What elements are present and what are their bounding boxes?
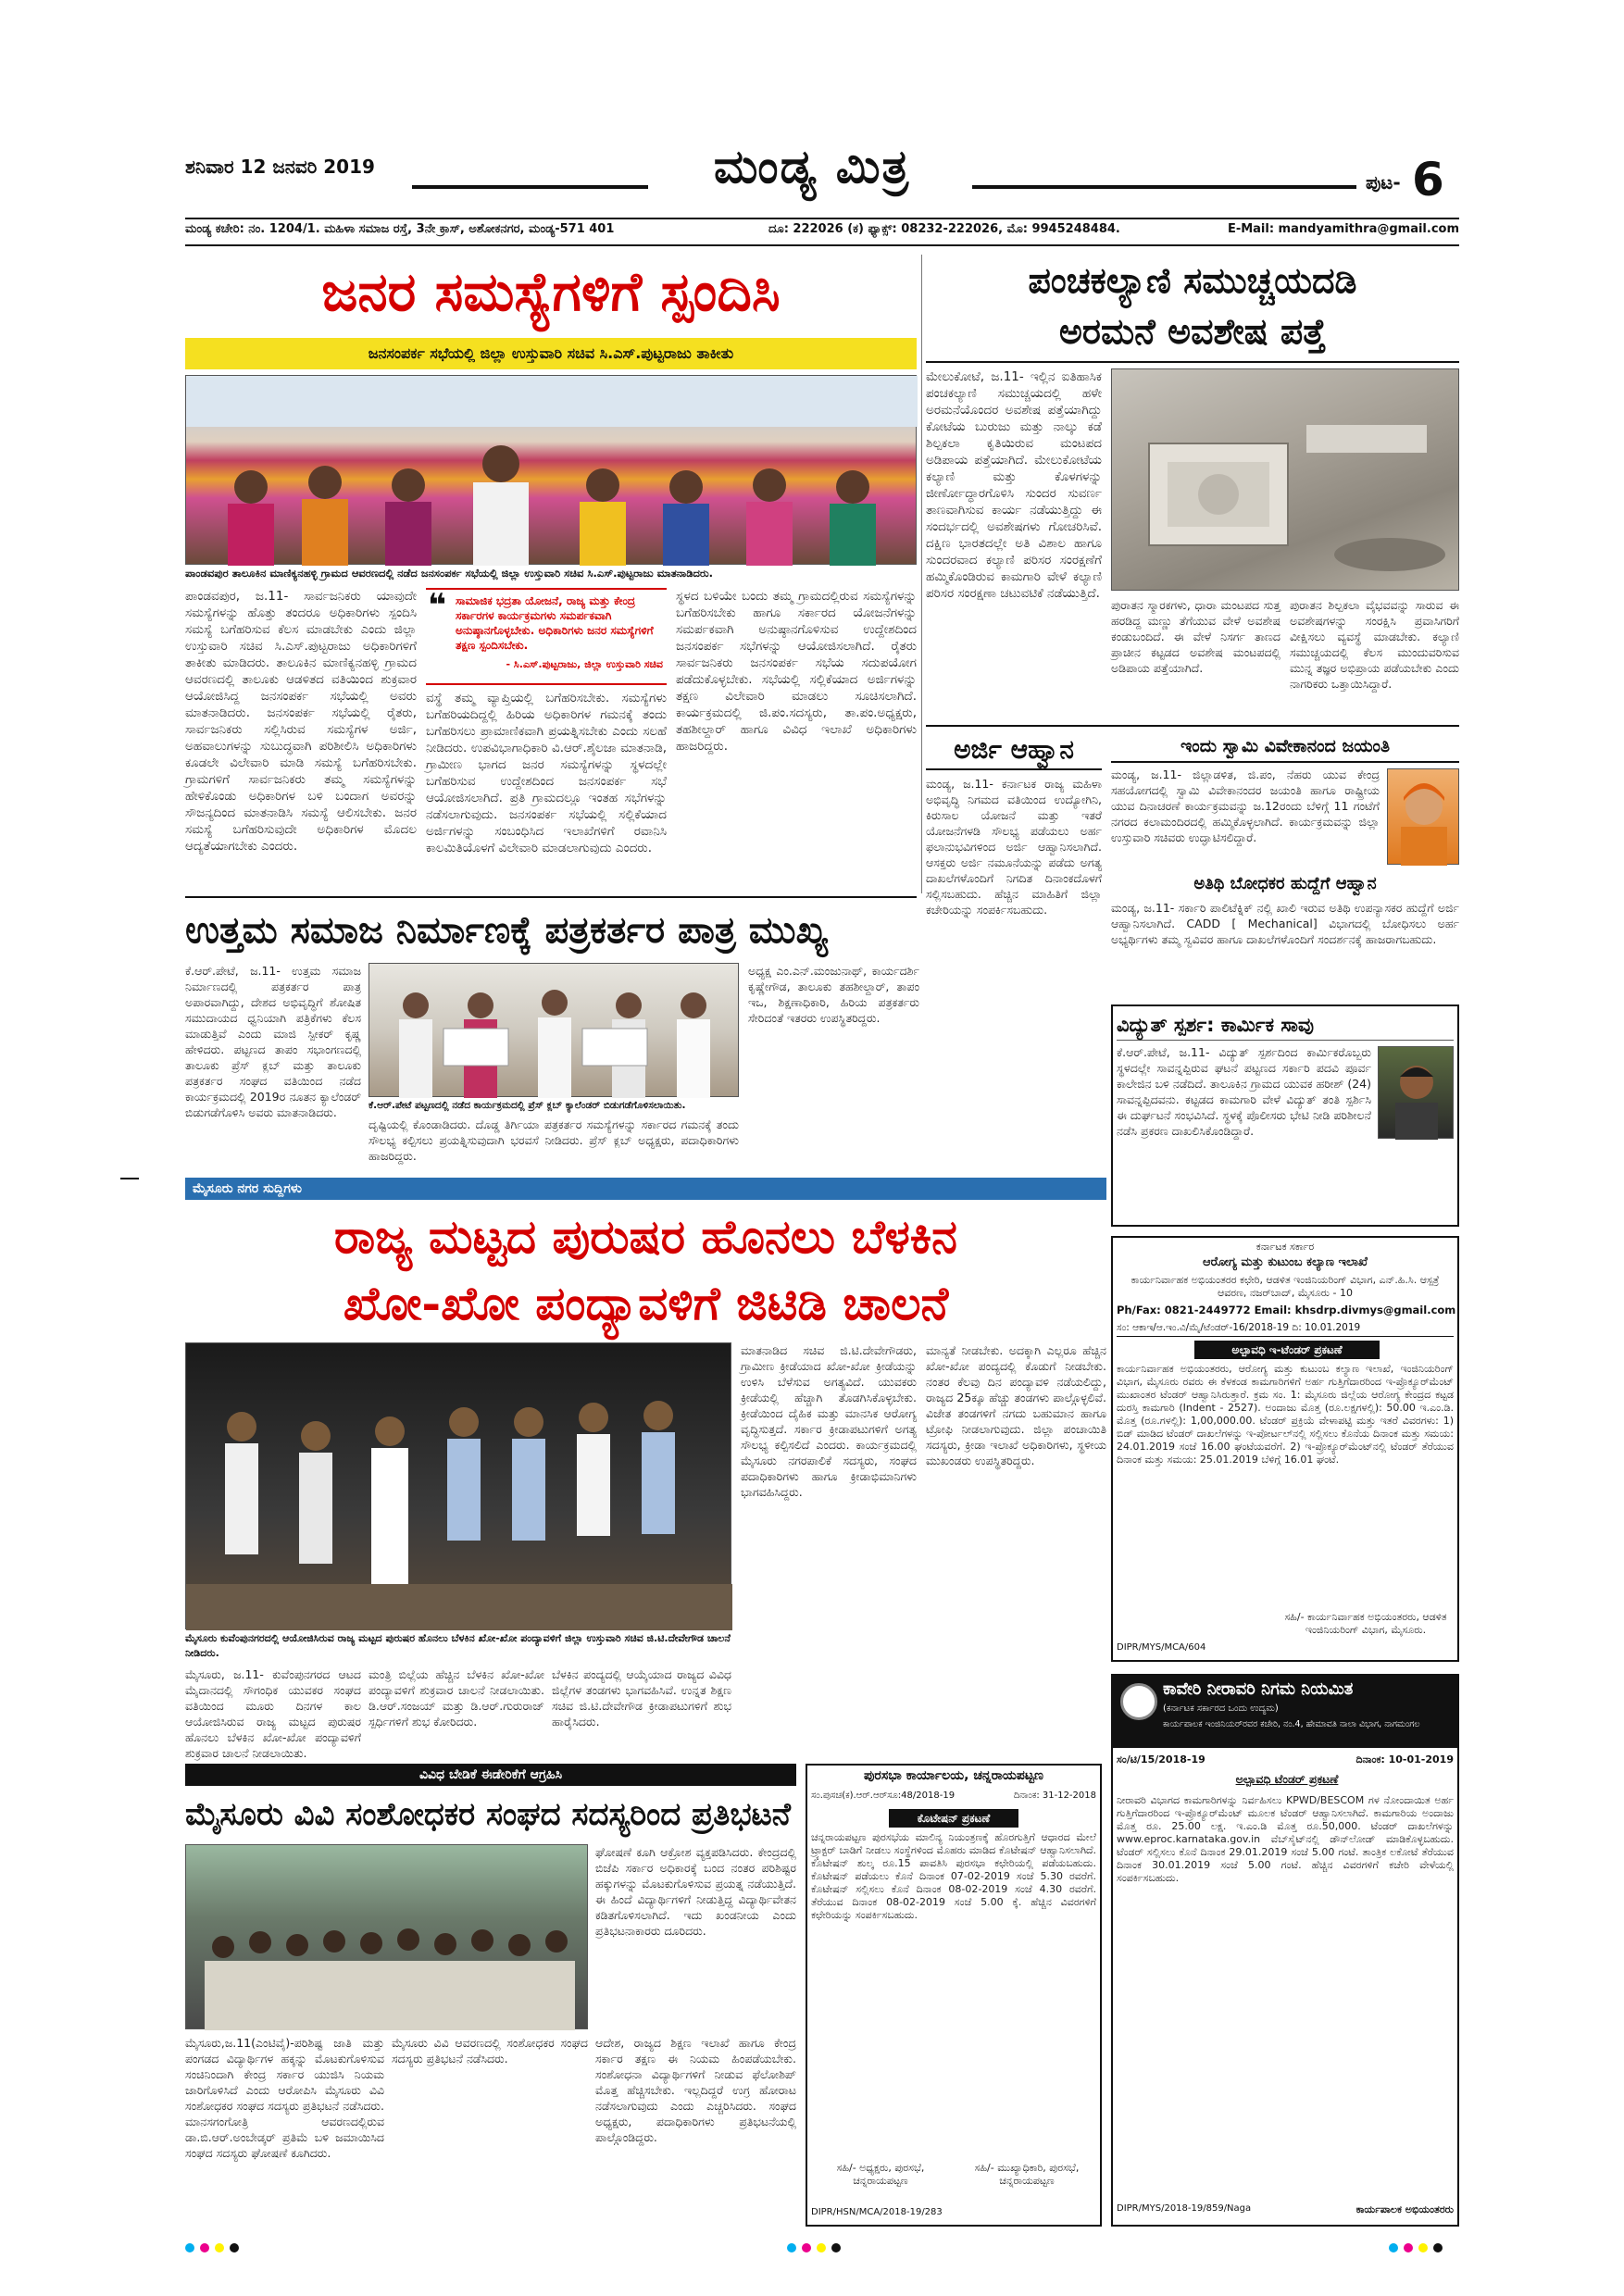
story1-col2: ವಸ್ಥೆ ತಮ್ಮ ವ್ಯಾಪ್ತಿಯಲ್ಲಿ ಬಗೆಹರಿಸಬೇಕು. ಸಮಸ್ಯೆಗಳು ಬಗೆಹರಿಯದಿದ್ದಲ್ಲಿ ಹಿರಿಯ ಅಧಿಕಾರಿಗಳ ಗಮನಕ್ಕೆ ತಂದು ಬಗೆಹರಿಸಲು ಪ್ರಾಮಾಣಿಕವಾಗಿ ಪ್ರಯತ್ನಿಸಬೇಕು ಎಂದು ಸಲಹೆ ನೀಡಿದರು. ಉಪವಿಭಾಗಾಧಿಕಾರಿ ವಿ.ಆರ್.ಶೈಲಜಾ ಮಾತನಾಡಿ, ಗ್ರಾಮೀಣ ಭಾಗದ ಜನರ ಸಮಸ್ಯೆಗಳನ್ನು ಸ್ಥಳದಲ್ಲೇ ಬಗೆಹರಿಸುವ ಉದ್ದೇಶದಿಂದ ಜನಸಂಪರ್ಕ ಸಭೆ ಆಯೋಜಿಸಲಾಗಿದೆ. ಪ್ರತಿ ಗ್ರಾಮದಲ್ಲೂ ಇಂತಹ ಸಭೆಗಳನ್ನು ನಡೆಸಲಾಗುವುದು. ಜನಸಂಪರ್ಕ ಸಭೆಯಲ್ಲಿ ಸಲ್ಲಿಕೆಯಾದ ಅರ್ಜಿಗಳನ್ನು ಸಂಬಂಧಿಸಿದ ಇಲಾಖೆಗಳಿಗೆ ರವಾನಿಸಿ ಕಾಲಮಿತಿಯೊಳಗೆ ವಿಲೇವಾರಿ ಮಾಡಲಾಗುವುದು ಎಂದರು. — [426, 691, 667, 855]
registration-marks-right — [1389, 2239, 1500, 2252]
story2-photo — [1111, 368, 1459, 591]
story1-headline: ಜನರ ಸಮಸ್ಯೆಗಳಿಗೆ ಸ್ಪಂದಿಸಿ — [321, 260, 781, 323]
ad-arogya-dipr: DIPR/MYS/MCA/604 — [1117, 1642, 1206, 1653]
guest-headline: ಅತಿಥಿ ಬೋಧಕರ ಹುದ್ದೆಗೆ ಆಹ್ವಾನ — [1193, 874, 1377, 893]
story3-headline: ಉತ್ತಮ ಸಮಾಜ ನಿರ್ಮಾಣಕ್ಕೆ ಪತ್ರಕರ್ತರ ಪಾತ್ರ ಮುಖ್ಯ — [185, 908, 829, 952]
story5-headline: ಮೈಸೂರು ವಿವಿ ಸಂಶೋಧಕರ ಸಂಘದ ಸದಸ್ಯರಿಂದ ಪ್ರತಿಭಟನೆ — [185, 1796, 792, 1833]
ad-purasabha-date: ದಿನಾಂಕ: 31-12-2018 — [1013, 1791, 1096, 1801]
story1-photo — [185, 375, 917, 565]
ad-purasabha-sign-right: ಸಹಿ/- ಮುಖ್ಯಾಧಿಕಾರಿ, ಪುರಸಭೆ, ಚನ್ನರಾಯಪಟ್ಟಣ — [974, 2162, 1080, 2187]
vidyut-body: ಕೆ.ಆರ್.ಪೇಟೆ, ಜ.11- ವಿದ್ಯುತ್ ಸ್ಪರ್ಶದಿಂದ ಕಾರ್ಮಿಕರೊಬ್ಬರು ಸ್ಥಳದಲ್ಲೇ ಸಾವನ್ನಪ್ಪಿರುವ ಘಟನೆ ಪಟ್ಟಣದ ಸರ್ಕಾರಿ ಪದವಿ ಪೂರ್ವ ಕಾಲೇಜಿನ ಬಳಿ ನಡೆದಿದೆ. ತಾಲೂಕಿನ ಗ್ರಾಮದ ಯುವಕ ಹರೀಶ್ (24) ಸಾವನ್ನಪ್ಪಿದವನು. ಕಟ್ಟಡದ ಕಾಮಗಾರಿ ವೇಳೆ ವಿದ್ಯುತ್ ತಂತಿ ಸ್ಪರ್ಶಿಸಿ ಈ ದುರ್ಘಟನೆ ಸಂಭವಿಸಿದೆ. ಸ್ಥಳಕ್ಕೆ ಪೊಲೀಸರು ಭೇಟಿ ನೀಡಿ ಪರಿಶೀಲನೆ ನಡೆಸಿ ಪ್ರಕರಣ ದಾಖಲಿಸಿಕೊಂಡಿದ್ದಾರೆ. — [1117, 1045, 1371, 1138]
ad-arogya-sign: ಸಹಿ/- ಕಾರ್ಯನಿರ್ವಾಹಕ ಅಭಿಯಂತರರು, ಆಡಳಿತ ಇಂಜಿನಿಯರಿಂಗ್ ವಿಭಾಗ, ಮೈಸೂರು. — [1284, 1611, 1447, 1636]
office-rule-top — [185, 218, 1459, 219]
story4-col2: ಮಂತ್ರಿ ಬಿಲ್ಲೆಯ ಹೆಚ್ಚಿನ ಬೆಳಕಿನ ಖೋ-ಖೋ ಪಂದ್ಯಾವಳಿಗೆ ಶುಕ್ರವಾರ ಚಾಲನೆ ನೀಡಲಾಯಿತು. ಡಿ.ಆರ್.ಸಂಜಯ್ ಮತ್ತು ಡಿ.ಆರ್.ಗುರುರಾಜ್ ಸ್ಪರ್ಧಿಗಳಿಗೆ ಶುಭ ಕೋರಿದರು. — [369, 1667, 544, 1728]
arji-headline: ಅರ್ಜಿ ಆಹ್ವಾನ — [926, 730, 1102, 770]
story4-headline-line2: ಖೋ-ಖೋ ಪಂದ್ಯಾವಳಿಗೆ ಜಿಟಿಡಿ ಚಾಲನೆ — [343, 1276, 949, 1330]
story4-col3: ಬೆಳಕಿನ ಪಂದ್ಯದಲ್ಲಿ ಆಯ್ಕೆಯಾದ ರಾಜ್ಯದ ವಿವಿಧ ಜಿಲ್ಲೆಗಳ ತಂಡಗಳು ಭಾಗವಹಿಸಿವೆ. ಉನ್ನತ ಶಿಕ್ಷಣ ಸಚಿವ ಜಿ.ಟಿ.ದೇವೇಗೌಡ ಕ್ರೀಡಾಪಟುಗಳಿಗೆ ಶುಭ ಹಾರೈಸಿದರು. — [552, 1667, 731, 1728]
registration-marks-left — [185, 2239, 296, 2252]
masthead: ಮಂಡ್ಯ ಮಿತ್ರ — [713, 139, 911, 193]
ad-kaveri-title: ಕಾವೇರಿ ನೀರಾವರಿ ನಿಗಮ ನಿಯಮಿತ — [1163, 1679, 1354, 1699]
ad-arogya-ref: ಸಂ: ಆಕಾಇ/ಆ.ಇಂ.ವಿ/ಮೈ/ಟೆಂಡರ್-16/2018-19 ದಿ: 10.01.2019 — [1117, 1322, 1454, 1337]
ad-arogya-contact: Ph/Fax: 0821-2449772 Email: khsdrp.divmys@gmail.com — [1117, 1304, 1456, 1316]
ad-purasabha-body: ಚನ್ನರಾಯಪಟ್ಟಣ ಪುರಸಭೆಯ ಮಾಲಿನ್ಯ ನಿಯಂತ್ರಣಕ್ಕೆ ಹೊರಗುತ್ತಿಗೆ ಆಧಾರದ ಮೇಲೆ ಟ್ರ್ಯಾಕ್ಟರ್ ಬಾಡಿಗೆ ನೀಡಲು ಸಂಸ್ಥೆಗಳಿಂದ ಮೊಹರು ಮಾಡಿದ ಕೊಟೇಷನ್ ಆಹ್ವಾನಿಸಲಾಗಿದೆ. ಕೊಟೇಷನ್ ಶುಲ್ಕ ರೂ.15 ಪಾವತಿಸಿ ಪುರಸಭಾ ಕಛೇರಿಯಲ್ಲಿ ಪಡೆಯಬಹುದು. ಕೊಟೇಷನ್ ಪಡೆಯಲು ಕೊನೆ ದಿನಾಂಕ 07-02-2019 ಸಂಜೆ 5.30 ರವರೆಗೆ. ಕೊಟೇಷನ್ ಸಲ್ಲಿಸಲು ಕೊನೆ ದಿನಾಂಕ 08-02-2019 ಸಂಜೆ 4.30 ರವರೆಗೆ. ತೆರೆಯುವ ದಿನಾಂಕ 08-02-2019 ಸಂಜೆ 5.00 ಕ್ಕೆ. ಹೆಚ್ಚಿನ ವಿವರಗಳಿಗೆ ಕಛೇರಿಯನ್ನು ಸಂಪರ್ಕಿಸಬಹುದು. — [811, 1831, 1096, 1921]
registration-marks-center — [787, 2239, 898, 2252]
protest-illustration — [186, 1845, 589, 2030]
story5-photo — [185, 1844, 588, 2029]
ad-kaveri-body: ನೀರಾವರಿ ವಿಭಾಗದ ಕಾಮಗಾರಿಗಳನ್ನು ನಿರ್ವಹಿಸಲು KPWD/BESCOM ಗಳ ನೋಂದಾಯಿತ ಅರ್ಹ ಗುತ್ತಿಗೆದಾರರಿಂದ ಇ-ಪ್ರೊಕ್ಯೂರ್‌ಮೆಂಟ್ ಮೂಲಕ ಟೆಂಡರ್ ಆಹ್ವಾನಿಸಲಾಗಿದೆ. ಕಾಮಗಾರಿಯ ಅಂದಾಜು ಮೊತ್ತ ರೂ. 25.00 ಲಕ್ಷ. ಇ.ಎಂ.ಡಿ ಮೊತ್ತ ರೂ.50,000. ಟೆಂಡರ್ ದಾಖಲೆಗಳನ್ನು www.eproc.karnataka.gov.in ವೆಬ್‌ಸೈಟ್‌ನಲ್ಲಿ ಡೌನ್‌ಲೋಡ್ ಮಾಡಿಕೊಳ್ಳಬಹುದು. ಟೆಂಡರ್ ಸಲ್ಲಿಸಲು ಕೊನೆ ದಿನಾಂಕ 29.01.2019 ಸಂಜೆ 5.00 ಗಂಟೆ. ತಾಂತ್ರಿಕ ಲಕೋಟೆ ತೆರೆಯುವ ದಿನಾಂಕ 30.01.2019 ಸಂಜೆ 5.00 ಗಂಟೆ. ಹೆಚ್ಚಿನ ವಿವರಗಳಿಗೆ ಕಚೇರಿ ವೇಳೆಯಲ್ಲಿ ಸಂಪರ್ಕಿಸಬಹುದು. — [1117, 1794, 1454, 1884]
story1-subhead: ಜನಸಂಪರ್ಕ ಸಭೆಯಲ್ಲಿ ಜಿಲ್ಲಾ ಉಸ್ತುವಾರಿ ಸಚಿವ ಸಿ.ಎಸ್.ಪುಟ್ಟರಾಜು ತಾಕೀತು — [185, 338, 917, 369]
story3-caption: ಕೆ.ಆರ್.ಪೇಟೆ ಪಟ್ಟಣದಲ್ಲಿ ನಡೆದ ಕಾರ್ಯಕ್ರಮದಲ್ಲಿ ಪ್ರೆಸ್ ಕ್ಲಬ್ ಕ್ಯಾಲೆಂಡರ್ ಬಿಡುಗಡೆಗೊಳಿಸಲಾಯಿತು. — [369, 1100, 686, 1111]
ad-kaveri-office: ಕಾರ್ಯಪಾಲಕ ಇಂಜಿನಿಯರ್‌ರವರ ಕಚೇರಿ, ನಂ.4, ಹೇಮಾವತಿ ನಾಲಾ ವಿಭಾಗ, ನಾಗಮಂಗಲ — [1163, 1719, 1420, 1729]
story2-headline-line1: ಪಂಚಕಲ್ಯಾಣಿ ಸಮುಚ್ಚಯದಡಿ — [1028, 259, 1357, 301]
ad-arogya-notice-title: ಅಲ್ಪಾವಧಿ ಇ-ಟೆಂಡರ್ ಪ್ರಕಟಣೆ — [1194, 1341, 1380, 1359]
story3-photo — [369, 963, 739, 1097]
ad-purasabha-dipr: DIPR/HSN/MCA/2018-19/283 — [811, 2207, 943, 2217]
guest-body: ಮಂಡ್ಯ, ಜ.11- ಸರ್ಕಾರಿ ಪಾಲಿಟೆಕ್ನಿಕ್ ನಲ್ಲಿ ಖಾಲಿ ಇರುವ ಅತಿಥಿ ಉಪನ್ಯಾಸಕರ ಹುದ್ದೆಗೆ ಅರ್ಜಿ ಆಹ್ವಾನಿಸಲಾಗಿದೆ. CADD [ Mechanical] ವಿಭಾಗದಲ್ಲಿ ಬೋಧಿಸಲು ಅರ್ಹ ಅಭ್ಯರ್ಥಿಗಳು ತಮ್ಮ ಸ್ವವಿವರ ಹಾಗೂ ದಾಖಲೆಗಳೊಂದಿಗೆ ಸಂದರ್ಶನಕ್ಕೆ ಹಾಜರಾಗಬಹುದು. — [1111, 901, 1459, 946]
office-email[interactable]: E-Mail: mandyamithra@gmail.com — [1227, 222, 1459, 236]
arji-body: ಮಂಡ್ಯ, ಜ.11- ಕರ್ನಾಟಕ ರಾಜ್ಯ ಮಹಿಳಾ ಅಭಿವೃದ್ಧಿ ನಿಗಮದ ವತಿಯಿಂದ ಉದ್ಯೋಗಿನಿ, ಕಿರುಸಾಲ ಯೋಜನೆ ಮತ್ತು ಇತರೆ ಯೋಜನೆಗಳಡಿ ಸೌಲಭ್ಯ ಪಡೆಯಲು ಅರ್ಹ ಫಲಾನುಭವಿಗಳಿಂದ ಅರ್ಜಿ ಆಹ್ವಾನಿಸಲಾಗಿದೆ. ಆಸಕ್ತರು ಅರ್ಜಿ ನಮೂನೆಯನ್ನು ಪಡೆದು ಅಗತ್ಯ ದಾಖಲೆಗಳೊಂದಿಗೆ ನಿಗದಿತ ದಿನಾಂಕದೊಳಗೆ ಸಲ್ಲಿಸಬಹುದು. ಹೆಚ್ಚಿನ ಮಾಹಿತಿಗೆ ಜಿಲ್ಲಾ ಕಚೇರಿಯನ್ನು ಸಂಪರ್ಕಿಸಬಹುದು. — [926, 777, 1102, 917]
portrait-icon — [1388, 769, 1460, 866]
ad-arogya-office: ಕಾರ್ಯನಿರ್ವಾಹಕ ಅಭಿಯಂತರರ ಕಛೇರಿ, ಆಡಳಿತ ಇಂಜಿನಿಯರಿಂಗ್ ವಿಭಾಗ, ಎನ್.ಹಿ.ಸಿ. ಆಸ್ಪತ್ರೆ ಆವರಣ, ನಜರ್‌ಬಾದ್, ಮೈಸೂರು - 10 — [1131, 1274, 1440, 1299]
story2-col3: ಪುರಾತನ ಸ್ಮಾರಕಗಳು, ಧಾರಾ ಮಂಟಪದ ಸುತ್ತ ಹರಡಿದ್ದ ಮಣ್ಣು ತೆಗೆಯುವ ವೇಳೆ ಅವಶೇಷ ಕಂಡುಬಂದಿದೆ. ಈ ವೇಳೆ ನಿಸರ್ಗ ತಾಣದ ಪ್ರಾಚೀನ ಕಟ್ಟಡದ ಅವಶೇಷ ಮಂಟಪದಲ್ಲಿ ಅಡಿಪಾಯ ಪತ್ತೆಯಾಗಿದೆ. — [1111, 598, 1280, 675]
ad-kaveri-sign: ಕಾರ್ಯಪಾಲಕ ಅಭಿಯಂತರರು — [1355, 2203, 1454, 2215]
story1-quote-box — [426, 588, 667, 685]
ad-arogya-body: ಕಾರ್ಯನಿರ್ವಾಹಕ ಅಭಿಯಂತರರು, ಆರೋಗ್ಯ ಮತ್ತು ಕುಟುಂಬ ಕಲ್ಯಾಣ ಇಲಾಖೆ, ಇಂಜಿನಿಯರಿಂಗ್ ವಿಭಾಗ, ಮೈಸೂರು ರವರು ಈ ಕೆಳಕಂಡ ಕಾಮಗಾರಿಗಳಿಗೆ ಅರ್ಹ ಗುತ್ತಿಗೆದಾರರಿಂದ ಇ-ಪ್ರೊಕ್ಯೂರ್‌ಮೆಂಟ್ ಮುಖಾಂತರ ಟೆಂಡರ್ ಆಹ್ವಾನಿಸಿರುತ್ತಾರೆ. ಕ್ರಮ ಸಂ. 1: ಮೈಸೂರು ಜಿಲ್ಲೆಯ ಆರೋಗ್ಯ ಕೇಂದ್ರದ ಕಟ್ಟಡ ದುರಸ್ತಿ ಕಾಮಗಾರಿ (Indent - 2527). ಅಂದಾಜು ಮೊತ್ತ (ರೂ.ಲಕ್ಷಗಳಲ್ಲಿ): 50.00 ಇ.ಎಂ.ಡಿ. ಮೊತ್ತ (ರೂ.ಗಳಲ್ಲಿ): 1,00,000.00. ಟೆಂಡರ್ ಪ್ರಕ್ರಿಯೆ ವೇಳಾಪಟ್ಟಿ ಮತ್ತು ಇತರೆ ವಿವರಗಳು: 1) ಬಿಡ್ ಮಾಡಿದ ಟೆಂಡರ್ ದಾಖಲೆಗಳನ್ನು ಇ-ಪೋರ್ಟಲ್‌ನಲ್ಲಿ ಸಲ್ಲಿಸಲು ಕೊನೆಯ ದಿನಾಂಕ ಮತ್ತು ಸಮಯ: 24.01.2019 ಸಂಜೆ 16.00 ಘಂಟೆಯವರೆಗೆ. 2) ಇ-ಪ್ರೊಕ್ಯೂರ್‌ಮೆಂಟ್‌ನಲ್ಲಿ ಟೆಂಡರ್ ತೆರೆಯುವ ದಿನಾಂಕ ಮತ್ತು ಸಮಯ: 25.01.2019 ಬೆಳಿಗ್ಗೆ 16.01 ಘಂಟೆ. — [1117, 1363, 1454, 1466]
story3-col1: ಕೆ.ಆರ್.ಪೇಟೆ, ಜ.11- ಉತ್ತಮ ಸಮಾಜ ನಿರ್ಮಾಣದಲ್ಲಿ ಪತ್ರಕರ್ತರ ಪಾತ್ರ ಅಪಾರವಾಗಿದ್ದು, ದೇಶದ ಅಭಿವೃದ್ಧಿಗೆ ಶೋಷಿತ ಸಮುದಾಯದ ಧ್ವನಿಯಾಗಿ ಪತ್ರಿಕೆಗಳು ಕೆಲಸ ಮಾಡುತ್ತಿವೆ ಎಂದು ಮಾಜಿ ಸ್ಪೀಕರ್ ಕೃಷ್ಣ ಹೇಳಿದರು. ಪಟ್ಟಣದ ತಾಪಂ ಸಭಾಂಗಣದಲ್ಲಿ ತಾಲೂಕು ಪ್ರೆಸ್ ಕ್ಲಬ್ ಮತ್ತು ತಾಲೂಕು ಪತ್ರಕರ್ತರ ಸಂಘದ ವತಿಯಿಂದ ನಡೆದ ಕಾರ್ಯಕ್ರಮದಲ್ಲಿ 2019ರ ನೂತನ ಕ್ಯಾಲೆಂಡರ್ ಬಿಡುಗಡೆಗೊಳಿಸಿ ಅವರು ಮಾತನಾಡಿದರು. — [185, 964, 361, 1119]
person-icon — [1379, 1047, 1455, 1140]
story1-quote-by: - ಸಿ.ಎಸ್.ಪುಟ್ಟರಾಜು, ಜಿಲ್ಲಾ ಉಸ್ತುವಾರಿ ಸಚಿವ — [506, 658, 663, 670]
vidyut-headline: ವಿದ್ಯುತ್ ಸ್ಪರ್ಶ: ಕಾರ್ಮಿಕ ಸಾವು — [1117, 1009, 1454, 1041]
header-rule-left — [412, 185, 648, 189]
ad-arogya-title: ಆರೋಗ್ಯ ಮತ್ತು ಕುಟುಂಬ ಕಲ್ಯಾಣ ಇಲಾಖೆ — [1203, 1255, 1368, 1269]
ad-kaveri-date: ದಿನಾಂಕ: 10-01-2019 — [1355, 1753, 1454, 1766]
story2-col1: ಮೇಲುಕೋಟೆ, ಜ.11- ಇಲ್ಲಿನ ಐತಿಹಾಸಿಕ ಪಂಚಕಲ್ಯಾಣಿ ಸಮುಚ್ಚಯದಲ್ಲಿ ಹಳೇ ಅರಮನೆಯೊಂದರ ಅವಶೇಷ ಪತ್ತೆಯಾಗಿದ್ದು ಕೋಟೆಯ ಬುರುಜು ಮತ್ತು ನಾಲ್ಕು ಕಡೆ ಶಿಲ್ಪಕಲಾ ಕೃತಿಯಿರುವ ಮಂಟಪದ ಅಡಿಪಾಯ ಪತ್ತೆಯಾಗಿದೆ. ಮೇಲುಕೋಟೆಯ ಕಲ್ಯಾಣಿ ಮತ್ತು ಕೊಳಗಳನ್ನು ಜೀರ್ಣೋದ್ಧಾರಗೊಳಿಸಿ ಸುಂದರ ಸುವರ್ಣ ತಾಣವಾಗಿಸುವ ಕಾರ್ಯ ನಡೆಯುತ್ತಿದ್ದು ಈ ಸಂದರ್ಭದಲ್ಲಿ ಅವಶೇಷಗಳು ಗೋಚರಿಸಿವೆ. ದಕ್ಷಿಣ ಭಾರತದಲ್ಲೇ ಅತಿ ವಿಶಾಲ ಹಾಗೂ ಸುಂದರವಾದ ಕಲ್ಯಾಣಿ ಪರಿಸರ ಸಂರಕ್ಷಣೆಗೆ ಹಮ್ಮಿಕೊಂಡಿರುವ ಕಾಮಗಾರಿ ವೇಳೆ ಕಲ್ಯಾಣಿ ಪರಿಸರ ಸಂರಕ್ಷಣಾ ಚಟುವಟಿಕೆ ನಡೆಯುತ್ತಿದೆ. — [926, 369, 1102, 601]
ad-purasabha-notice-title: ಕೊಟೇಷನ್ ಪ್ರಕಟಣೆ — [889, 1809, 1018, 1828]
ad-kaveri-notice-title: ಅಲ್ಪಾವಧಿ ಟೆಂಡರ್ ಪ್ರಕಟಣೆ — [1235, 1772, 1339, 1786]
story4-col5: ಮಾನ್ಯತೆ ನೀಡಬೇಕು. ಅದಕ್ಕಾಗಿ ಎಲ್ಲರೂ ಹೆಚ್ಚಿನ ಖೋ-ಖೋ ಪಂದ್ಯದಲ್ಲಿ ಕೊಡುಗೆ ನೀಡಬೇಕು. ನಂತರ ಕೆಲವು ದಿನ ಪಂದ್ಯಾವಳಿ ನಡೆಯಲಿದ್ದು, ರಾಜ್ಯದ 25ಕ್ಕೂ ಹೆಚ್ಚು ತಂಡಗಳು ಪಾಲ್ಗೊಳ್ಳಲಿವೆ. ವಿಜೇತ ತಂಡಗಳಿಗೆ ನಗದು ಬಹುಮಾನ ಹಾಗೂ ಟ್ರೋಫಿ ನೀಡಲಾಗುವುದು. ಜಿಲ್ಲಾ ಪಂಚಾಯಿತಿ ಸದಸ್ಯರು, ಕ್ರೀಡಾ ಇಲಾಖೆ ಅಧಿಕಾರಿಗಳು, ಸ್ಥಳೀಯ ಮುಖಂಡರು ಉಪಸ್ಥಿತರಿದ್ದರು. — [926, 1343, 1106, 1467]
ad-kaveri-subtitle: (ಕರ್ನಾಟಕ ಸರ್ಕಾರದ ಒಂದು ಉದ್ಯಮ) — [1163, 1703, 1279, 1714]
ad-kaveri-dipr: DIPR/MYS/2018-19/859/Naga — [1117, 2203, 1252, 2214]
story4-headline-line1: ರಾಜ್ಯ ಮಟ್ಟದ ಪುರುಷರ ಹೊನಲು ಬೆಳಕಿನ — [334, 1209, 957, 1264]
story1-col3: ಸ್ಥಳದ ಬಳಿಯೇ ಬಂದು ತಮ್ಮ ಗ್ರಾಮದಲ್ಲಿರುವ ಸಮಸ್ಯೆಗಳನ್ನು ಬಗೆಹರಿಸಬೇಕು ಹಾಗೂ ಸರ್ಕಾರದ ಯೋಜನೆಗಳನ್ನು ಸಮರ್ಪಕವಾಗಿ ಅನುಷ್ಠಾನಗೊಳಿಸುವ ಉದ್ದೇಶದಿಂದ ಜನಸಂಪರ್ಕ ಸಭೆಗಳನ್ನು ಆಯೋಜಿಸಲಾಗಿದೆ. ರೈತರು ಸಾರ್ವಜನಿಕರು ಜನಸಂಪರ್ಕ ಸಭೆಯ ಸದುಪಯೋಗ ಪಡೆದುಕೊಳ್ಳಬೇಕು. ಸಭೆಯಲ್ಲಿ ಸಲ್ಲಿಕೆಯಾದ ಅರ್ಜಿಗಳನ್ನು ತಕ್ಷಣ ವಿಲೇವಾರಿ ಮಾಡಲು ಸೂಚಿಸಲಾಗಿದೆ. ಕಾರ್ಯಕ್ರಮದಲ್ಲಿ ಜಿ.ಪಂ.ಸದಸ್ಯರು, ತಾ.ಪಂ.ಅಧ್ಯಕ್ಷರು, ತಹಶೀಲ್ದಾರ್ ಹಾಗೂ ವಿವಿಧ ಇಲಾಖೆ ಅಧಿಕಾರಿಗಳು ಹಾಜರಿದ್ದರು. — [676, 589, 917, 754]
story4-caption: ಮೈಸೂರು ಕುವೆಂಪುನಗರದಲ್ಲಿ ಆಯೋಜಿಸಿರುವ ರಾಜ್ಯ ಮಟ್ಟದ ಪುರುಷರ ಹೊನಲು ಬೆಳಕಿನ ಖೋ-ಖೋ ಪಂದ್ಯಾವಳಿಗೆ ಜಿಲ್ಲಾ ಉಸ್ತುವಾರಿ ಸಚಿವ ಜಿ.ಟಿ.ದೇವೇಗೌಡ ಚಾಲನೆ ನೀಡಿದರು. — [185, 1632, 731, 1659]
office-address: ಮಂಡ್ಯ ಕಚೇರಿ: ನಂ. 1204/1. ಮಹಿಳಾ ಸಮಾಜ ರಸ್ತೆ, 3ನೇ ಕ್ರಾಸ್, ಅಶೋಕನಗರ, ಮಂಡ್ಯ-571 401 — [185, 222, 615, 236]
story5-col3: ಆದೇಶ, ರಾಜ್ಯದ ಶಿಕ್ಷಣ ಇಲಾಖೆ ಹಾಗೂ ಕೇಂದ್ರ ಸರ್ಕಾರ ತಕ್ಷಣ ಈ ನಿಯಮ ಹಿಂಪಡೆಯಬೇಕು. ಸಂಶೋಧನಾ ವಿದ್ಯಾರ್ಥಿಗಳಿಗೆ ನೀಡುವ ಫೆಲೋಶಿಪ್ ಮೊತ್ತ ಹೆಚ್ಚಿಸಬೇಕು. ಇಲ್ಲದಿದ್ದರೆ ಉಗ್ರ ಹೋರಾಟ ನಡೆಸಲಾಗುವುದು ಎಂದು ಎಚ್ಚರಿಸಿದರು. ಸಂಘದ ಅಧ್ಯಕ್ಷರು, ಪದಾಧಿಕಾರಿಗಳು ಪ್ರತಿಭಟನೆಯಲ್ಲಿ ಪಾಲ್ಗೊಂಡಿದ್ದರು. — [595, 2036, 796, 2144]
ad-purasabha-title: ಪುರಸಭಾ ಕಾರ್ಯಾಲಯ, ಚನ್ನರಾಯಪಟ್ಟಣ — [864, 1768, 1043, 1783]
page-label: ಪುಟ- — [1366, 171, 1401, 193]
story4-col1: ಮೈಸೂರು, ಜ.11- ಕುವೆಂಪುನಗರದ ಆಟದ ಮೈದಾನದಲ್ಲಿ ಸೌಗಂಧಿಕ ಯುವಕರ ಸಂಘದ ವತಿಯಿಂದ ಮೂರು ದಿನಗಳ ಕಾಲ ಆಯೋಜಿಸಿರುವ ರಾಜ್ಯ ಮಟ್ಟದ ಪುರುಷರ ಹೊನಲು ಬೆಳಕಿನ ಖೋ-ಖೋ ಪಂದ್ಯಾವಳಿಗೆ ಶುಕ್ರವಾರ ಚಾಲನೆ ನೀಡಲಾಯಿತು. — [185, 1667, 361, 1760]
story4-section-banner: ಮೈಸೂರು ನಗರ ಸುದ್ದಿಗಳು — [185, 1178, 1106, 1200]
story2-bottom-rule — [926, 725, 1459, 727]
vidyut-portrait — [1378, 1046, 1454, 1139]
story4-col4: ಮಾತನಾಡಿದ ಸಚಿವ ಜಿ.ಟಿ.ದೇವೇಗೌಡರು, ಗ್ರಾಮೀಣ ಕ್ರೀಡೆಯಾದ ಖೋ-ಖೋ ಕ್ರೀಡೆಯನ್ನು ಉಳಿಸಿ ಬೆಳೆಸುವ ಅಗತ್ಯವಿದೆ. ಯುವಕರು ಕ್ರೀಡೆಯಲ್ಲಿ ಹೆಚ್ಚಾಗಿ ತೊಡಗಿಸಿಕೊಳ್ಳಬೇಕು. ಕ್ರೀಡೆಯಿಂದ ದೈಹಿಕ ಮತ್ತು ಮಾನಸಿಕ ಆರೋಗ್ಯ ವೃದ್ಧಿಸುತ್ತದೆ. ಸರ್ಕಾರ ಕ್ರೀಡಾಪಟುಗಳಿಗೆ ಅಗತ್ಯ ಸೌಲಭ್ಯ ಕಲ್ಪಿಸಲಿದೆ ಎಂದರು. ಕಾರ್ಯಕ್ರಮದಲ್ಲಿ ಮೈಸೂರು ನಗರಪಾಲಿಕೆ ಸದಸ್ಯರು, ಸಂಘದ ಪದಾಧಿಕಾರಿಗಳು ಹಾಗೂ ಕ್ರೀಡಾಭಿಮಾನಿಗಳು ಭಾಗವಹಿಸಿದ್ದರು. — [741, 1343, 917, 1499]
ad-purasabha-sign-left: ಸಹಿ/- ಅಧ್ಯಕ್ಷರು, ಪುರಸಭೆ, ಚನ್ನರಾಯಪಟ್ಟಣ — [836, 2162, 925, 2187]
story2-col4: ಪುರಾತನ ಶಿಲ್ಪಕಲಾ ವೈಭವವನ್ನು ಸಾರುವ ಈ ಅವಶೇಷಗಳನ್ನು ಸಂರಕ್ಷಿಸಿ ಪ್ರವಾಸಿಗರಿಗೆ ವೀಕ್ಷಿಸಲು ವ್ಯವಸ್ಥೆ ಮಾಡಬೇಕು. ಕಲ್ಯಾಣಿ ಸಮುಚ್ಚಯದಲ್ಲಿ ಕೆಲಸ ಮುಂದುವರಿಸುವ ಮುನ್ನ ತಜ್ಞರ ಅಭಿಪ್ರಾಯ ಪಡೆಯಬೇಕು ಎಂದು ನಾಗರಿಕರು ಒತ್ತಾಯಿಸಿದ್ದಾರೆ. — [1290, 598, 1459, 691]
page-side-mark — [120, 1178, 139, 1179]
vivekananda-headline: ಇಂದು ಸ್ವಾಮಿ ವಿವೇಕಾನಂದ ಜಯಂತಿ — [1111, 730, 1459, 763]
crowd-illustration — [186, 376, 918, 566]
header-rule-right — [972, 185, 1356, 189]
ad-kaveri-ref: ಸಂ/ಟಿ/15/2018-19 — [1117, 1753, 1206, 1766]
story2-rule — [926, 361, 1459, 363]
date-line: ಶನಿವಾರ 12 ಜನವರಿ 2019 — [185, 156, 375, 178]
vivekananda-portrait — [1387, 768, 1459, 865]
office-rule-bottom — [185, 244, 1459, 246]
ruins-illustration — [1112, 369, 1460, 592]
ad-arogya-top: ಕರ್ನಾಟಕ ಸರ್ಕಾರ — [1255, 1241, 1315, 1253]
ad-purasabha-ref: ಸಂ.ಪುಸಚ(ಕ).ಆರ್.ಆರ್‌ಸೂ:48/2018-19 — [811, 1791, 956, 1801]
ad-kaveri-logo-icon — [1120, 1683, 1157, 1720]
story5-col2: ಘೋಷಣೆ ಕೂಗಿ ಆಕ್ರೋಶ ವ್ಯಕ್ತಪಡಿಸಿದರು. ಕೇಂದ್ರದಲ್ಲಿ ಬಿಜೆಪಿ ಸರ್ಕಾರ ಅಧಿಕಾರಕ್ಕೆ ಬಂದ ನಂತರ ಪರಿಶಿಷ್ಟರ ಹಕ್ಕುಗಳನ್ನು ಮೊಟಕುಗೊಳಿಸುವ ಪ್ರಯತ್ನ ನಡೆಯುತ್ತಿದೆ. ಈ ಹಿಂದೆ ವಿದ್ಯಾರ್ಥಿಗಳಿಗೆ ನೀಡುತ್ತಿದ್ದ ವಿದ್ಯಾರ್ಥಿವೇತನ ಕಡಿತಗೊಳಿಸಲಾಗಿದೆ. ಇದು ಖಂಡನೀಯ ಎಂದು ಪ್ರತಿಭಟನಾಕಾರರು ದೂರಿದರು. — [595, 1845, 796, 1938]
press-event-illustration — [369, 964, 740, 1098]
story5-col1: ಮೈಸೂರು,ಜ.11(ಎಂಟಿವೈ)-ಪರಿಶಿಷ್ಟ ಜಾತಿ ಮತ್ತು ಪಂಗಡದ ವಿದ್ಯಾರ್ಥಿಗಳ ಹಕ್ಕನ್ನು ಮೊಟಕುಗೊಳಿಸುವ ಸಂಚಿನಿಂದಾಗಿ ಕೇಂದ್ರ ಸರ್ಕಾರ ಯುಜಿಸಿ ನಿಯಮ ಜಾರಿಗೊಳಿಸಿದೆ ಎಂದು ಆರೋಪಿಸಿ ಮೈಸೂರು ವಿವಿ ಸಂಶೋಧಕರ ಸಂಘದ ಸದಸ್ಯರು ಪ್ರತಿಭಟನೆ ನಡೆಸಿದರು. ಮಾನಸಗಂಗೋತ್ರಿ ಆವರಣದಲ್ಲಿರುವ ಡಾ.ಬಿ.ಆರ್.ಅಂಬೇಡ್ಕರ್ ಪ್ರತಿಮೆ ಬಳಿ ಜಮಾಯಿಸಿದ ಸಂಘದ ಸದಸ್ಯರು ಘೋಷಣೆ ಕೂಗಿದರು. — [185, 2036, 384, 2160]
story5-col-extra: ಮೈಸೂರು ವಿವಿ ಆವರಣದಲ್ಲಿ ಸಂಶೋಧಕರ ಸಂಘದ ಸದಸ್ಯರು ಪ್ರತಿಭಟನೆ ನಡೆಸಿದರು. — [392, 2036, 588, 2065]
story5-kicker: ವಿವಿಧ ಬೇಡಿಕೆ ಈಡೇರಿಕೆಗೆ ಆಗ್ರಹಿಸಿ — [185, 1764, 796, 1786]
page-number: 6 — [1412, 153, 1444, 206]
story1-col1: ಪಾಂಡವಪುರ, ಜ.11- ಸಾರ್ವಜನಿಕರು ಯಾವುದೇ ಸಮಸ್ಯೆಗಳನ್ನು ಹೊತ್ತು ತಂದರೂ ಅಧಿಕಾರಿಗಳು ಸ್ಪಂದಿಸಿ ಸಮಸ್ಯೆ ಬಗೆಹರಿಸುವ ಕೆಲಸ ಮಾಡಬೇಕು ಎಂದು ಜಿಲ್ಲಾ ಉಸ್ತುವಾರಿ ಸಚಿವ ಸಿ.ಎಸ್.ಪುಟ್ಟರಾಜು ಅಧಿಕಾರಿಗಳಿಗೆ ತಾಕೀತು ಮಾಡಿದರು. ತಾಲೂಕಿನ ಮಾಣಿಕ್ಯನಹಳ್ಳಿ ಗ್ರಾಮದ ಆವರಣದಲ್ಲಿ ತಾಲೂಕು ಆಡಳಿತದ ವತಿಯಿಂದ ಶುಕ್ರವಾರ ಆಯೋಜಿಸಿದ್ದ ಜನಸಂಪರ್ಕ ಸಭೆಯಲ್ಲಿ ಅವರು ಮಾತನಾಡಿದರು. ಜನಸಂಪರ್ಕ ಸಭೆಯಲ್ಲಿ ರೈತರು, ಸಾರ್ವಜನಿಕರು ಸಲ್ಲಿಸಿರುವ ಸಮಸ್ಯೆಗಳ ಅರ್ಜಿ, ಅಹವಾಲುಗಳನ್ನು ಸುಬುದ್ಧವಾಗಿ ಪರಿಶೀಲಿಸಿ ಅಧಿಕಾರಿಗಳು ಕೂಡಲೇ ವಿಲೇವಾರಿ ಮಾಡಿ ಸಮಸ್ಯೆ ಬಗೆಹರಿಸಬೇಕು. ಗ್ರಾಮಗಳಿಗೆ ಸಾರ್ವಜನಿಕರು ತಮ್ಮ ಸಮಸ್ಯೆಗಳನ್ನು ಹೇಳಿಕೊಂಡು ಅಧಿಕಾರಿಗಳ ಬಳಿ ಬಂದಾಗ ಅವರನ್ನು ಸೌಜನ್ಯದಿಂದ ಮಾತನಾಡಿಸಿ ಸಮಸ್ಯೆ ಆಲಿಸಬೇಕು. ಜನರ ಸಮಸ್ಯೆ ಬಗೆಹರಿಸುವುದೇ ಅಧಿಕಾರಿಗಳ ಮೊದಲ ಆದ್ಯತೆಯಾಗಬೇಕು ಎಂದರು. — [185, 589, 417, 854]
main-column-divider — [921, 255, 922, 893]
office-phone: ದೂ: 222026 (ಕ) ಫ್ಯಾಕ್ಸ್: 08232-222026, ಮೊ: 9945248484. — [768, 222, 1120, 236]
story3-col2: ದೃಷ್ಟಿಯಲ್ಲಿ ಕೊಂಡಾಡಿದರು. ದೊಡ್ಡ ತಿರ್ಗಿಯಾ ಪತ್ರಕರ್ತರ ಸಮಸ್ಯೆಗಳನ್ನು ಸರ್ಕಾರದ ಗಮನಕ್ಕೆ ತಂದು ಸೌಲಭ್ಯ ಕಲ್ಪಿಸಲು ಪ್ರಯತ್ನಿಸುವುದಾಗಿ ಭರವಸೆ ನೀಡಿದರು. ಪ್ರೆಸ್ ಕ್ಲಬ್ ಅಧ್ಯಕ್ಷರು, ಪದಾಧಿಕಾರಿಗಳು ಹಾಜರಿದ್ದರು. — [369, 1117, 739, 1163]
kho-kho-players-illustration — [186, 1343, 732, 1630]
vivekananda-body: ಮಂಡ್ಯ, ಜ.11- ಜಿಲ್ಲಾಡಳಿತ, ಜಿ.ಪಂ, ನೆಹರು ಯುವ ಕೇಂದ್ರ ಸಹಯೋಗದಲ್ಲಿ ಸ್ವಾಮಿ ವಿವೇಕಾನಂದರ ಜಯಂತಿ ಹಾಗೂ ರಾಷ್ಟ್ರೀಯ ಯುವ ದಿನಾಚರಣೆ ಕಾರ್ಯಕ್ರಮವನ್ನು ಜ.12ರಂದು ಬೆಳಿಗ್ಗೆ 11 ಗಂಟೆಗೆ ನಗರದ ಕಲಾಮಂದಿರದಲ್ಲಿ ಹಮ್ಮಿಕೊಳ್ಳಲಾಗಿದೆ. ಕಾರ್ಯಕ್ರಮವನ್ನು ಜಿಲ್ಲಾ ಉಸ್ತುವಾರಿ ಸಚಿವರು ಉದ್ಘಾಟಿಸಲಿದ್ದಾರೆ. — [1111, 767, 1380, 844]
quote-mark-icon: ❝ — [428, 587, 446, 624]
story1-caption: ಪಾಂಡವಪುರ ತಾಲೂಕಿನ ಮಾಣಿಕ್ಯನಹಳ್ಳಿ ಗ್ರಾಮದ ಆವರಣದಲ್ಲಿ ನಡೆದ ಜನಸಂಪರ್ಕ ಸಭೆಯಲ್ಲಿ ಜಿಲ್ಲಾ ಉಸ್ತುವಾರಿ ಸಚಿವ ಸಿ.ಎಸ್.ಪುಟ್ಟರಾಜು ಮಾತನಾಡಿದರು. — [185, 567, 714, 580]
story2-headline-line2: ಅರಮನೆ ಅವಶೇಷ ಪತ್ತೆ — [1058, 310, 1327, 352]
story3-col3: ಅಧ್ಯಕ್ಷ ಎಂ.ಎನ್.ಮಂಜುನಾಥ್, ಕಾರ್ಯದರ್ಶಿ ಕೃಷ್ಣೇಗೌಡ, ತಾಲೂಕು ತಹಶೀಲ್ದಾರ್, ತಾಪಂ ಇಒ, ಶಿಕ್ಷಣಾಧಿಕಾರಿ, ಹಿರಿಯ ಪತ್ರಕರ್ತರು ಸೇರಿದಂತೆ ಇತರರು ಉಪಸ್ಥಿತರಿದ್ದರು. — [748, 964, 919, 1025]
story3-rule-top — [185, 896, 917, 898]
story4-photo — [185, 1342, 731, 1629]
story1-quote-text: ಸಾಮಾಜಿಕ ಭದ್ರತಾ ಯೋಜನೆ, ರಾಜ್ಯ ಮತ್ತು ಕೇಂದ್ರ ಸರ್ಕಾರಗಳ ಕಾರ್ಯಕ್ರಮಗಳು ಸಮರ್ಪಕವಾಗಿ ಅನುಷ್ಠಾನಗೊಳ್ಳಬೇಕು. ಅಧಿಕಾರಿಗಳು ಜನರ ಸಮಸ್ಯೆಗಳಿಗೆ ತಕ್ಷಣ ಸ್ಪಂದಿಸಬೇಕು. — [456, 594, 654, 652]
